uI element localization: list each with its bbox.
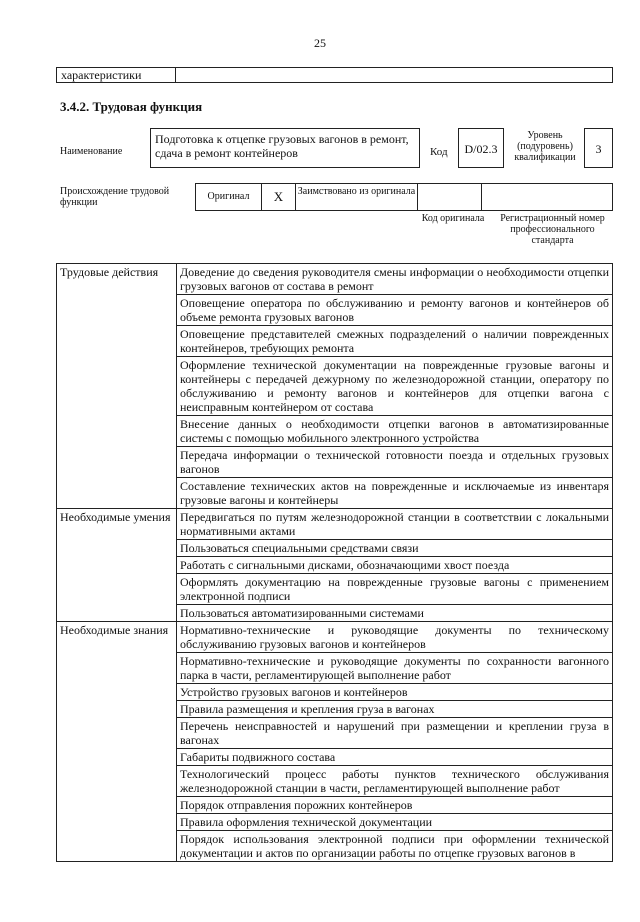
code-box: D/02.3: [458, 128, 504, 168]
item-cell: Передача информации о технической готовности поезда и отдельных грузовых вагонов: [177, 447, 613, 478]
code-original-cell: [418, 184, 482, 210]
item-cell: Перечень неисправностей и нарушений при размещении и креплении груза в вагонах: [177, 718, 613, 749]
code-original-label: Код оригинала: [421, 213, 485, 224]
item-cell: Правила размещения и крепления груза в вагонах: [177, 701, 613, 718]
category-cell: Необходимые умения: [57, 509, 177, 622]
item-cell: Технологический процесс работы пунктов технического обслуживания железнодорожной станции в части, регламентирующей выполнение работ: [177, 766, 613, 797]
item-cell: Нормативно-технические и руководящие документы по техническому обслуживанию грузовых вагонов и контейнеров: [177, 622, 613, 653]
code-label: Код: [430, 146, 448, 158]
item-cell: Оформлять документацию на поврежденные грузовые вагоны с применением электронной подписи: [177, 574, 613, 605]
borrowed-label: Заимствовано из оригинала: [296, 184, 418, 210]
item-cell: Оповещение оператора по обслуживанию и ремонту вагонов и контейнеров об объеме ремонта грузовых вагонов: [177, 295, 613, 326]
category-cell: Необходимые знания: [57, 622, 177, 862]
original-label: Оригинал: [196, 184, 262, 210]
name-label: Наименование: [60, 146, 123, 157]
table-row: [57, 622, 613, 653]
table-row: [57, 509, 613, 540]
reg-number-cell: [482, 184, 612, 210]
item-cell: Передвигаться по путям железнодорожной станции в соответствии с локальными нормативными актами: [177, 509, 613, 540]
reg-number-label: Регистрационный номер профессионального стандарта: [500, 213, 605, 246]
table-row: [57, 264, 613, 295]
function-table: [56, 263, 613, 862]
level-label: Уровень (подуровень) квалификации: [514, 130, 576, 163]
item-cell: Оповещение представителей смежных подразделений о наличии поврежденных контейнеров, требующих ремонта: [177, 326, 613, 357]
top-continuation-cell: характеристики: [57, 68, 176, 82]
item-cell: Правила оформления технической документации: [177, 814, 613, 831]
top-continuation-row: [56, 67, 613, 83]
item-cell: Габариты подвижного состава: [177, 749, 613, 766]
item-cell: Пользоваться специальными средствами связи: [177, 540, 613, 557]
item-cell: Составление технических актов на поврежденные и исключаемые из инвентаря грузовые вагоны и контейнеры: [177, 478, 613, 509]
item-cell: Работать с сигнальными дисками, обозначающими хвост поезда: [177, 557, 613, 574]
item-cell: Оформление технической документации на поврежденные грузовые вагоны и контейнеры с передачей дежурному по железнодорожной станции, оператору по обслуживанию и ремонту вагонов и контейнеров для отцепки вагона с неисправным контейнером от состава: [177, 357, 613, 416]
item-cell: Порядок использования электронной подписи при оформлении технической документации и актов по организации работы по отцепке грузовых вагонов в: [177, 831, 613, 862]
item-cell: Порядок отправления порожних контейнеров: [177, 797, 613, 814]
item-cell: Нормативно-технические и руководящие документы по сохранности вагонного парка в части, регламентирующей выполнение работ: [177, 653, 613, 684]
function-name-box: Подготовка к отцепке грузовых вагонов в ремонт, сдача в ремонт контейнеров: [150, 128, 420, 168]
section-title: 3.4.2. Трудовая функция: [60, 99, 203, 114]
item-cell: Устройство грузовых вагонов и контейнеров: [177, 684, 613, 701]
item-cell: Доведение до сведения руководителя смены информации о необходимости отцепки грузовых вагонов от состава в ремонт: [177, 264, 613, 295]
item-cell: Пользоваться автоматизированными системами: [177, 605, 613, 622]
category-cell: Трудовые действия: [57, 264, 177, 509]
origin-row: [195, 183, 613, 211]
page-number: 25: [314, 36, 326, 50]
item-cell: Внесение данных о необходимости отцепки вагонов в автоматизированные системы с помощью мобильного электронного устройства: [177, 416, 613, 447]
original-mark: X: [262, 184, 296, 210]
origin-label: Происхождение трудовой функции: [60, 186, 170, 208]
level-box: 3: [584, 128, 613, 168]
